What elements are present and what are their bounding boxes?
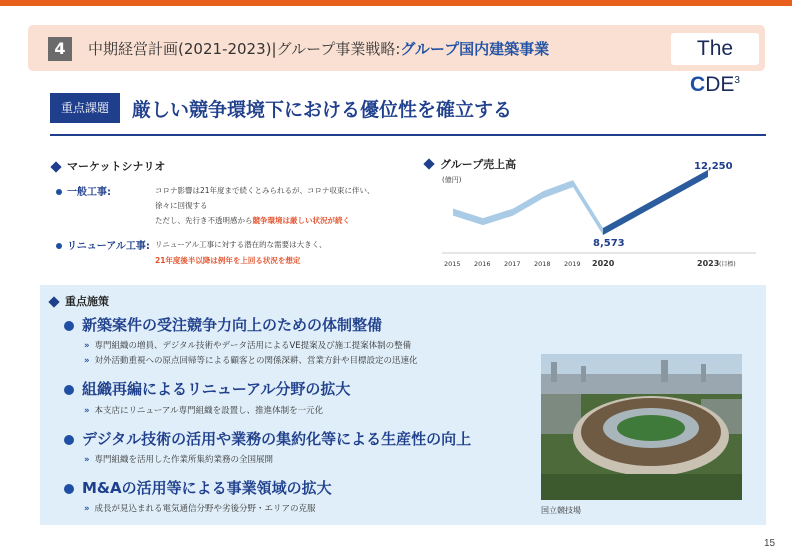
bullet-dot-icon	[56, 243, 62, 249]
title-underline	[50, 134, 766, 136]
chart-series-plan	[603, 170, 708, 235]
x-tick-suffix-2023: (目標)	[719, 261, 736, 268]
logo-c: C	[690, 73, 706, 96]
x-tick-2020: 2020	[592, 259, 615, 268]
double-chevron-icon: »	[84, 406, 90, 416]
diamond-icon	[48, 296, 59, 307]
measure-3-bullet-1-text: 専門組織を活用した作業所集約業務の全国展開	[94, 455, 274, 465]
measure-1-bullet-1-text: 専門組織の増員、デジタル技術やデータ活用によるVE提案及び施工提案体制の整備	[94, 341, 412, 351]
general-label	[56, 183, 111, 198]
logo-sup: 3	[734, 75, 740, 86]
measure-4	[64, 477, 332, 498]
x-tick-2015: 2015	[444, 260, 461, 268]
key-issue-title: 厳しい競争環境下における優位性を確立する	[132, 99, 513, 121]
double-chevron-icon: »	[84, 356, 90, 366]
measure-3-bullet-1	[84, 453, 273, 465]
chart-diamond-icon	[423, 158, 434, 169]
general-line3-red: 競争環境は厳しい状況が続く	[252, 216, 350, 225]
bullet-dot-icon	[64, 385, 74, 395]
x-tick-2018: 2018	[534, 260, 551, 268]
sales-chart	[420, 150, 766, 275]
key-issue-badge: 重点課題	[50, 93, 120, 123]
data-label-2020: 8,573	[593, 238, 625, 250]
general-label-text: 一般工事:	[67, 187, 111, 198]
measure-2	[64, 378, 350, 399]
logo-rest: DE	[705, 73, 735, 96]
chart-ylabel: (億円)	[442, 176, 462, 184]
stadium-photo	[541, 354, 742, 500]
renewal-line2-red: 21年度後半以降は例年を上回る状況を想定	[155, 256, 301, 265]
double-chevron-icon: »	[84, 504, 90, 514]
measure-4-bullet-1-text: 成長が見込まれる電気通信分野や劣後分野・エリアの克服	[94, 504, 316, 514]
title-highlight: グループ国内建築事業	[400, 40, 550, 58]
x-tick-2023: 2023	[697, 259, 720, 268]
x-tick-2016: 2016	[474, 260, 491, 268]
double-chevron-icon: »	[84, 341, 90, 351]
bullet-dot-icon	[64, 484, 74, 494]
measure-1	[64, 314, 382, 335]
measure-4-title: M&Aの活用等による事業領域の拡大	[82, 479, 332, 497]
page-title	[88, 38, 549, 59]
section-number: 4	[48, 37, 72, 61]
renewal-line2	[155, 255, 300, 266]
renewal-label	[56, 237, 150, 252]
double-chevron-icon: »	[84, 455, 90, 465]
measure-3	[64, 428, 471, 449]
measures-heading-text: 重点施策	[65, 295, 109, 308]
general-line3-pre: ただし、先行き不透明感から	[155, 216, 253, 225]
measure-2-title: 組織再編によるリニューアル分野の拡大	[82, 380, 351, 398]
diamond-icon	[50, 161, 61, 172]
data-label-2023: 12,250	[694, 160, 733, 172]
measure-1-bullet-2-text: 対外活動重視への原点回帰等による顧客との関係深耕、営業方針や目標設定の迅速化	[94, 356, 418, 366]
general-line3	[155, 215, 350, 226]
photo-caption: 国立競技場	[541, 506, 581, 515]
chart-series-history	[453, 180, 603, 235]
measures-heading	[50, 293, 109, 309]
bullet-dot-icon	[64, 321, 74, 331]
market-heading	[52, 158, 165, 174]
general-line1: コロナ影響は21年度まで続くとみられるが、コロナ収束に伴い、	[155, 186, 375, 195]
measure-2-bullet-1-text: 本支店にリニューアル専門組織を設置し、推進体制を一元化	[94, 406, 324, 416]
page-number: 15	[764, 538, 776, 549]
renewal-line1: リニューアル工事に対する潜在的な需要は大きく、	[155, 240, 327, 249]
measure-1-bullet-2	[84, 354, 418, 366]
bullet-dot-icon	[64, 435, 74, 445]
chart-title: グループ売上高	[440, 158, 517, 171]
renewal-label-text: リニューアル工事:	[67, 241, 150, 252]
x-tick-2017: 2017	[504, 260, 521, 268]
general-line2: 徐々に回復する	[155, 201, 208, 210]
top-accent-bar	[0, 0, 792, 6]
company-logo	[671, 33, 759, 96]
measure-2-bullet-1	[84, 404, 323, 416]
bullet-dot-icon	[56, 189, 62, 195]
logo-prefix: The	[696, 37, 734, 60]
market-heading-text: マーケットシナリオ	[67, 160, 166, 173]
measure-4-bullet-1	[84, 502, 316, 514]
measure-1-title: 新築案件の受注競争力向上のための体制整備	[82, 316, 383, 334]
x-tick-2019: 2019	[564, 260, 581, 268]
measure-1-bullet-1	[84, 339, 411, 351]
title-prefix: 中期経営計画(2021-2023)|グループ事業戦略:	[88, 40, 401, 58]
measure-3-title: デジタル技術の活用や業務の集約化等による生産性の向上	[82, 430, 472, 448]
